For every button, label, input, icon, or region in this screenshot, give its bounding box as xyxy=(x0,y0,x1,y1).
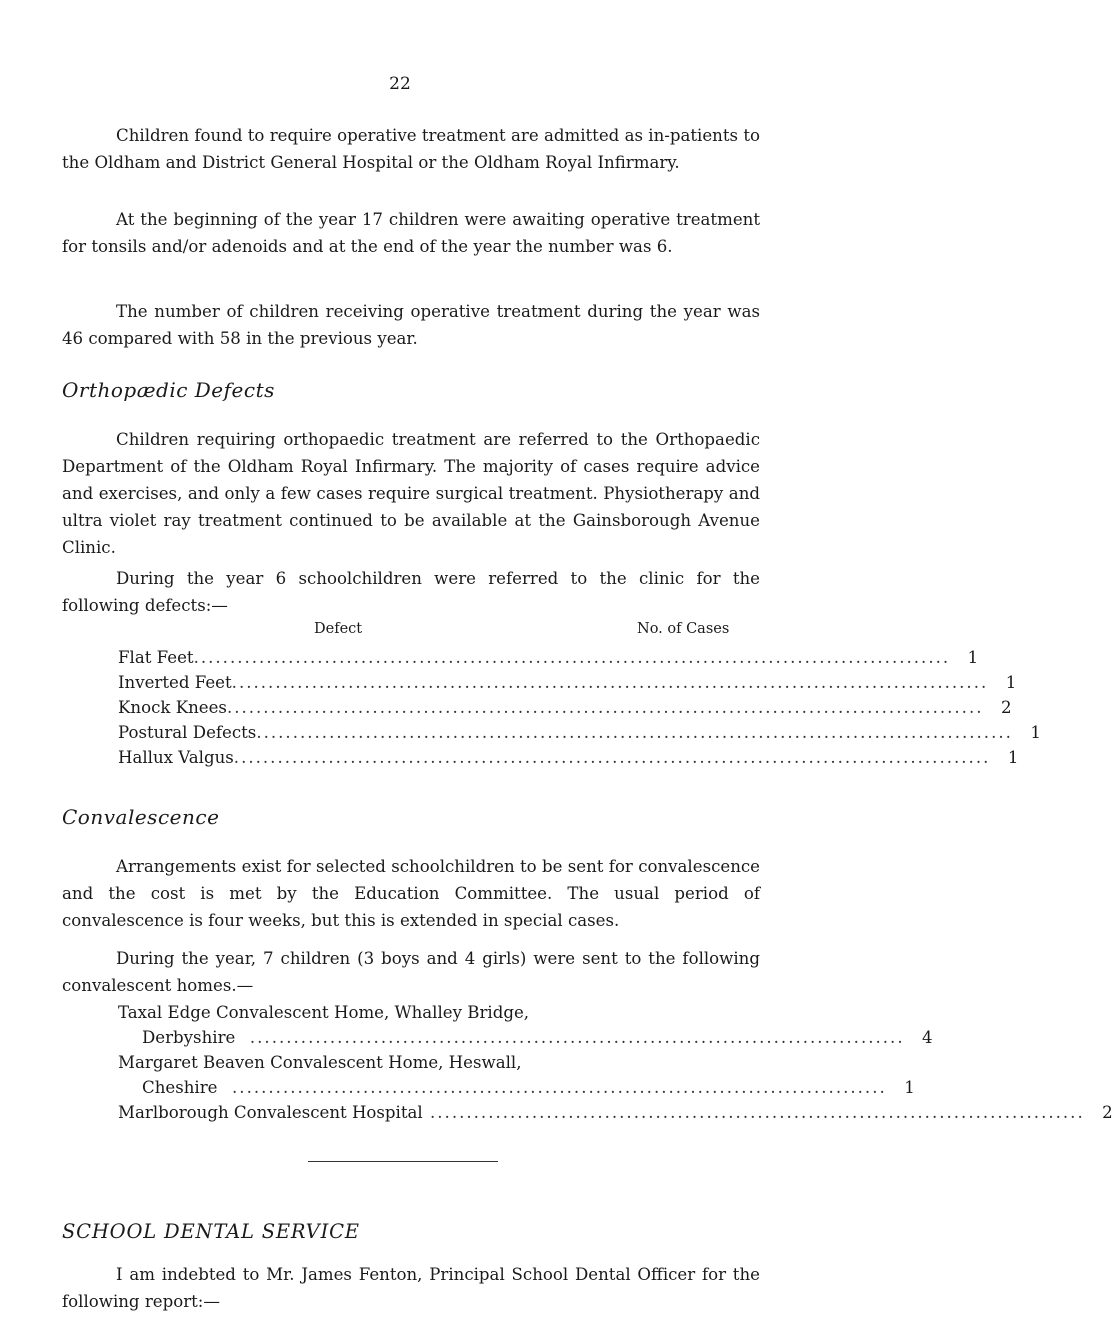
defects-table xyxy=(118,645,1041,770)
paragraph-homes-intro: During the year, 7 children (3 boys and 4 girls) were sent to the following convalescent homes.— xyxy=(62,949,760,995)
paragraph-defects-intro: During the year 6 schoolchildren were referred to the clinic for the following defects:— xyxy=(62,569,760,615)
heading-orthopaedic: Orthopædic Defects xyxy=(62,378,275,402)
home-count: 4 xyxy=(922,1028,933,1047)
table-row: Hallux Valgus ........................................................................................................ 1 xyxy=(118,745,708,770)
defect-count: 1 xyxy=(1030,723,1041,742)
home-name: Margaret Beaven Convalescent Home, Heswall, xyxy=(118,1053,522,1072)
defect-label: Knock Knees xyxy=(118,698,227,717)
defect-count: 1 xyxy=(1007,748,1019,767)
defect-count: 1 xyxy=(967,648,979,667)
home-county: Cheshire xyxy=(142,1078,218,1097)
defect-label: Inverted Feet xyxy=(118,673,232,692)
paragraph-dental-intro: I am indebted to Mr. James Fenton, Principal School Dental Officer for the following report:— xyxy=(62,1265,760,1311)
paragraph-admission: Children found to require operative treatment are admitted as in-patients to the Oldham and District General Hospital or the Oldham Royal Infirmary. xyxy=(62,126,760,172)
home-count: 2 xyxy=(1102,1103,1113,1122)
paragraph-orthopaedic: Children requiring orthopaedic treatment are referred to the Orthopaedic Department of the Oldham Royal Infirmary. The majority of cases require advice and exercises, and only a few cases require surgical treatment. Physiotherapy and ultra violet ray treatment continued to be available at the Gainsborough Avenue Clinic. xyxy=(62,430,760,557)
home-county: Derbyshire xyxy=(142,1028,236,1047)
table-row: Cheshire .......................................................................................... 1 xyxy=(118,1075,708,1100)
table-row: Postural Defects ........................................................................................................ 1 xyxy=(118,720,708,745)
table-row: Inverted Feet ........................................................................................................ 1 xyxy=(118,670,708,695)
column-header-cases: No. of Cases xyxy=(637,621,730,637)
table-row: Marlborough Convalescent Hospital .......................................................................................... 2 xyxy=(118,1100,708,1125)
paragraph-tonsils: At the beginning of the year 17 children were awaiting operative treatment for tonsils and/or adenoids and at the end of the year the number was 6. xyxy=(62,210,760,256)
defect-label: Flat Feet xyxy=(118,648,194,667)
paragraph-operative-count: The number of children receiving operative treatment during the year was 46 compared with 58 in the previous year. xyxy=(62,302,760,348)
defect-count: 2 xyxy=(1000,698,1012,717)
heading-convalescence: Convalescence xyxy=(62,805,220,829)
heading-school-dental-service: SCHOOL DENTAL SERVICE xyxy=(62,1220,360,1243)
table-row: Knock Knees ........................................................................................................ 2 xyxy=(118,695,708,720)
homes-list xyxy=(118,1000,1113,1125)
paragraph-convalescence: Arrangements exist for selected schoolchildren to be sent for convalescence and the cost is met by the Education Committee. The usual period of convalescence is four weeks, but this is extended in special cases. xyxy=(62,857,760,930)
defect-label: Postural Defects xyxy=(118,723,257,742)
home-count: 1 xyxy=(904,1078,915,1097)
table-row: Derbyshire .......................................................................................... 4 xyxy=(118,1025,708,1050)
table-row: Flat Feet ........................................................................................................ 1 xyxy=(118,645,708,670)
section-divider xyxy=(308,1161,498,1162)
home-name: Taxal Edge Convalescent Home, Whalley Bridge, xyxy=(118,1003,530,1022)
home-name: Marlborough Convalescent Hospital xyxy=(118,1103,423,1122)
defect-count: 1 xyxy=(1005,673,1017,692)
column-header-defect: Defect xyxy=(314,621,363,637)
defect-label: Hallux Valgus xyxy=(118,748,234,767)
page-number: 22 xyxy=(389,74,411,94)
